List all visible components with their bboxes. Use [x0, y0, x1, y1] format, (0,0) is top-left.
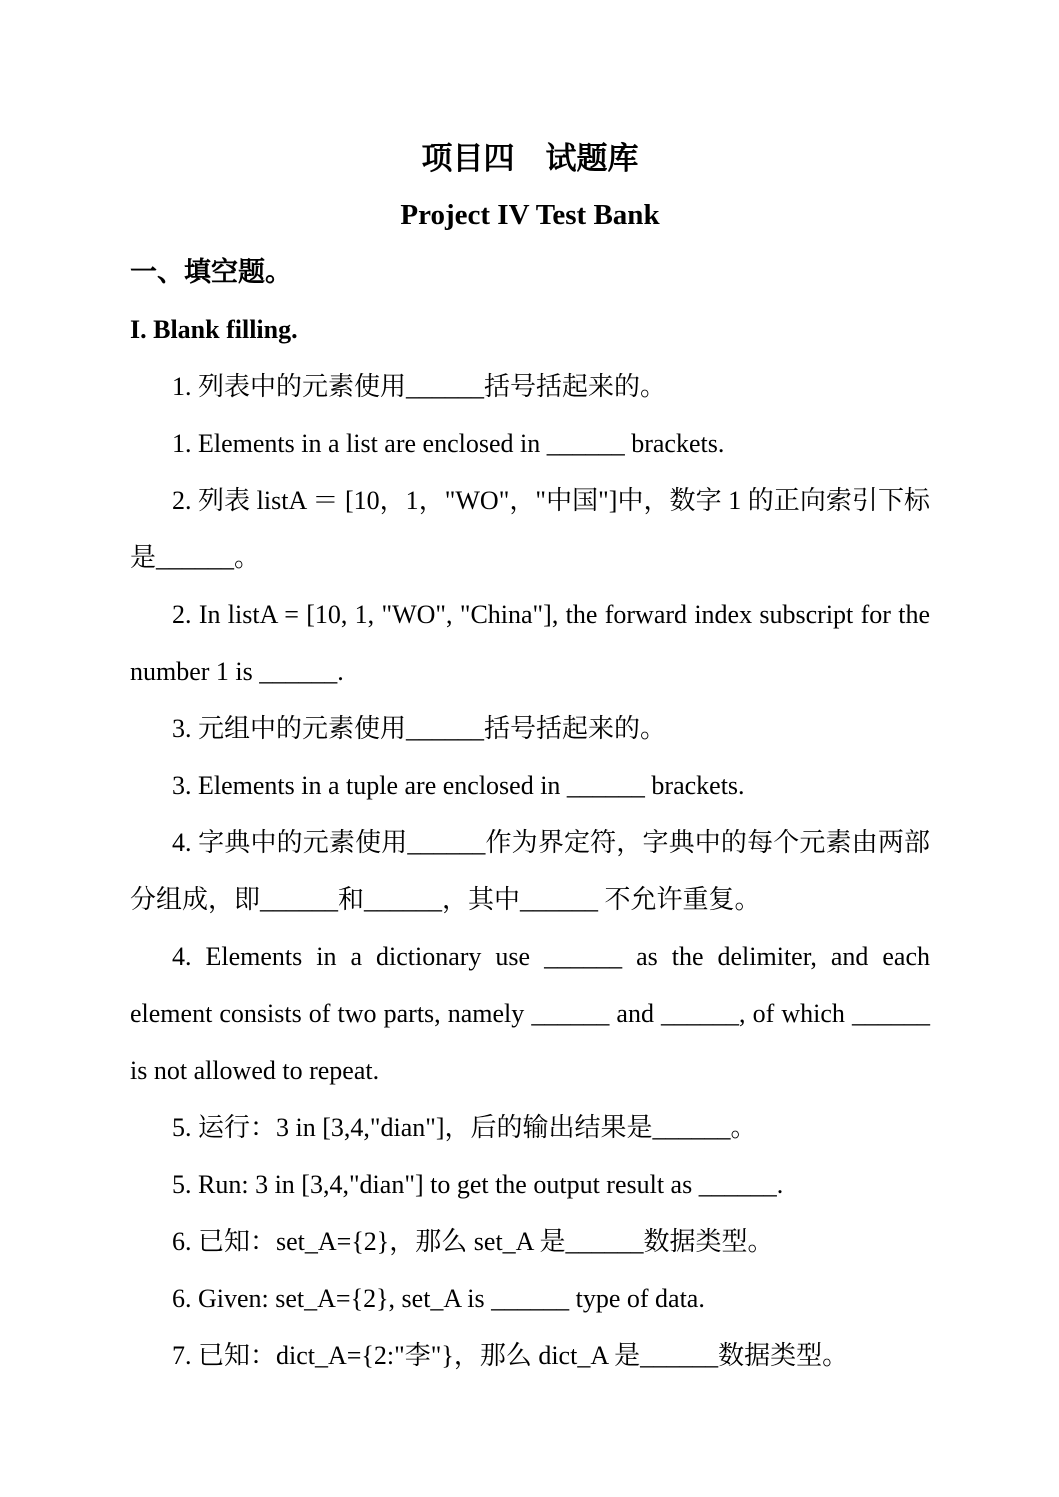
- question-4-cn: 4. 字典中的元素使用______作为界定符，字典中的每个元素由两部分组成，即______和______，其中______ 不允许重复。: [130, 828, 930, 914]
- question-3-cn: 3. 元组中的元素使用______括号括起来的。: [172, 714, 667, 743]
- question-5-en: 5. Run: 3 in [3,4,"dian"] to get the output result as ______.: [172, 1170, 784, 1199]
- question-2-en: 2. In listA = [10, 1, "WO", "China"], the forward index subscript for the number 1 is ______.: [130, 600, 930, 686]
- question-3-en: 3. Elements in a tuple are enclosed in ______ brackets.: [172, 771, 745, 800]
- question-5-cn: 5. 运行：3 in [3,4,"dian"]，后的输出结果是______。: [172, 1113, 757, 1142]
- question-1-cn: 1. 列表中的元素使用______括号括起来的。: [172, 372, 667, 401]
- question-7-cn: 7. 已知：dict_A={2:"李"}，那么 dict_A 是______数据类型。: [172, 1341, 849, 1370]
- document-title-cn: 项目四 试题库: [421, 141, 639, 176]
- question-1-en: 1. Elements in a list are enclosed in ______ brackets.: [172, 429, 725, 458]
- section-heading-en: I. Blank filling.: [130, 315, 298, 344]
- question-6-en: 6. Given: set_A={2}, set_A is ______ type of data.: [172, 1284, 705, 1313]
- question-4-en: 4. Elements in a dictionary use ______ as the delimiter, and each element consists of two parts, namely ______ and ______, of which ______ is not allowed to repeat.: [130, 942, 930, 1085]
- document-title-en: Project IV Test Bank: [400, 199, 660, 231]
- section-heading-cn: 一、填空题。: [130, 257, 292, 287]
- question-6-cn: 6. 已知：set_A={2}，那么 set_A 是______数据类型。: [172, 1227, 774, 1256]
- question-2-cn: 2. 列表 listA ＝ [10，1，"WO"，"中国"]中，数字 1 的正向索引下标是______。: [130, 486, 930, 572]
